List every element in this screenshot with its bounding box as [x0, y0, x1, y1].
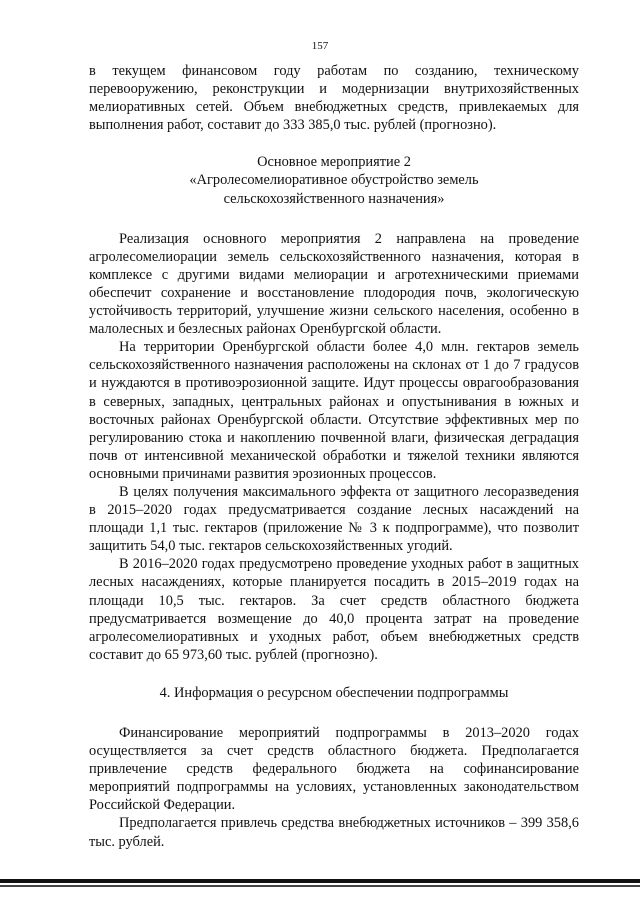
- section-2-paragraph: На территории Оренбургской области более 4,0 млн. гектаров земель сельскохозяйственного назначения расположены на склонах от 1 до 7 градусов и нуждаются в противоэрозионной защите. Идут процессы оврагообразования в северных, западных, центральных районах и опустынивания в южных и восточных районах Оренбургской области. Отсутствие эффективных мер по регулированию стока и накоплению почвенной влаги, физическая деградация почв от интенсивной механической обработки и тяжелой техники являются основными причинами развития эрозионных процессов.: [89, 339, 579, 482]
- spacer: [89, 134, 579, 153]
- section-2-paragraph: Реализация основного мероприятия 2 направлена на проведение агролесомелиорации земель сельскохозяйственного назначения, которая в комплексе с другими видами мелиорации и агротехническими приемами обеспечит сохранение и восстановление плодородия почв, экологическую устойчивость территорий, улучшение жизни сельского населения, особенно в малолесных и безлесных районах Оренбургской области.: [89, 230, 579, 338]
- page-body: [89, 62, 579, 851]
- section-2-heading: [89, 153, 579, 207]
- intro-paragraph: в текущем финансовом году работам по созданию, техническому перевооружению, реконструкции и модернизации внутрихозяйственных мелиоративных сетей. Объем внебюджетных средств, привлекаемых для выполнения работ, составит до 333 385,0 тыс. рублей (прогнозно).: [89, 63, 579, 134]
- spacer: [89, 702, 579, 724]
- section-2-paragraph: В целях получения максимального эффекта от защитного лесоразведения в 2015–2020 годах предусматривается создание лесных насаждений на площади 1,1 тыс. гектаров (приложение № 3 к подпрограмме), что позволит защитить 54,0 тыс. гектаров сельскохозяйственных угодий.: [89, 483, 579, 555]
- spacer: [89, 664, 579, 684]
- page-number: 157: [311, 40, 329, 52]
- section-4-heading: 4. Информация о ресурсном обеспечении подпрограммы: [159, 684, 509, 701]
- section-4-paragraph: Финансирование мероприятий подпрограммы в 2013–2020 годах осуществляется за счет средств областного бюджета. Предполагается привлечение средств федерального бюджета на софинансирование мероприятий подпрограммы на условиях, установленных законодательством Российской Федерации.: [89, 725, 579, 814]
- bottom-scan-border-secondary: [0, 885, 640, 887]
- section-4-paragraph: Предполагается привлечь средства внебюджетных источников – 399 358,6 тыс. рублей.: [89, 815, 579, 850]
- section-2-heading-line-2: «Агролесомелиоративное обустройство земель: [189, 172, 479, 189]
- bottom-scan-border: [0, 879, 640, 883]
- section-2-heading-line-3: сельскохозяйственного назначения»: [223, 190, 445, 207]
- section-2-heading-line-1: Основное мероприятие 2: [257, 154, 411, 171]
- section-2-paragraph: В 2016–2020 годах предусмотрено проведение уходных работ в защитных лесных насаждениях, которые планируется посадить в 2015–2019 годах на площади 10,5 тыс. гектаров. За счет средств областного бюджета предусматривается возмещение до 40,0 процента затрат на проведение агролесомелиоративных и уходных работ, объем внебюджетных средств составит до 65 973,60 тыс. рублей (прогнозно).: [89, 556, 579, 663]
- spacer: [89, 208, 579, 230]
